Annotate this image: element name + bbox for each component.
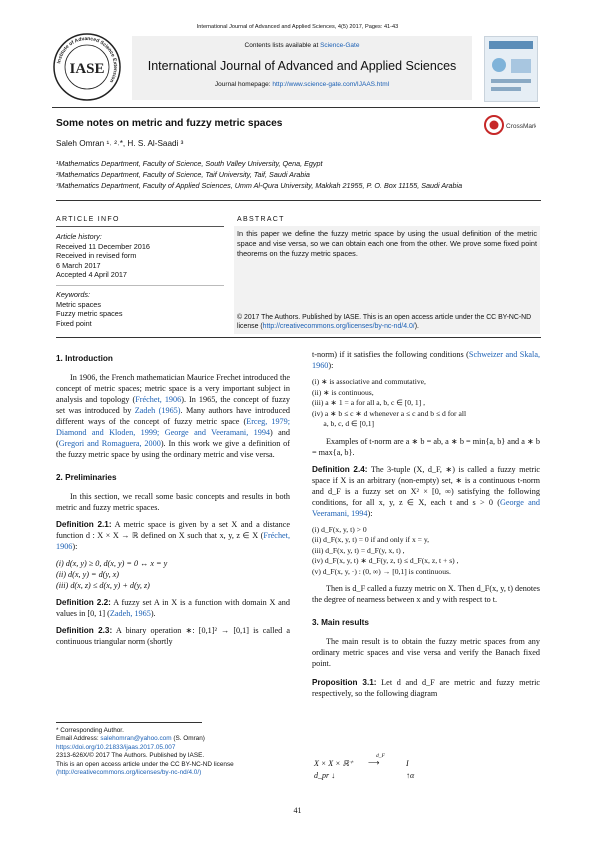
diagram-arrow: ⟶	[368, 758, 379, 767]
article-info-heading: ARTICLE INFO	[56, 216, 120, 223]
crossmark-label: CrossMark	[506, 123, 536, 130]
doi-link[interactable]: https://doi.org/10.21833/ijaas.2017.05.007	[56, 743, 176, 751]
list-item: (iii) a ∗ 1 = a for all a, b, c ∈ [0, 1] ,	[312, 398, 425, 407]
footnote: * Corresponding Author. Email Address: salehomran@yahoo.com (S. Omran) https://doi.org/10.21833/ijaas.2017.05.007 2313-626X/© 2017 The Authors. Published by IASE. This is an open access article under the CC BY-NC-ND license (http://creativecommons.org/licenses/by-nc-nd/4.0/)	[56, 727, 296, 777]
authors: Saleh Omran ¹˒ ²˒*, H. S. Al-Saadi ³	[56, 139, 184, 148]
commutative-diagram	[314, 753, 494, 783]
homepage-line: Journal homepage: http://www.science-gate.com/IJAAS.html	[214, 81, 390, 88]
affiliation: ²Mathematics Department, Faculty of Science, Taif University, Taif, Saudi Arabia	[56, 170, 310, 179]
list-item: (i) d(x, y) ≥ 0, d(x, y) = 0 ↔ x = y	[56, 559, 168, 568]
rule-bottom-abstract	[56, 337, 541, 338]
section-heading: 2. Preliminaries	[56, 473, 117, 482]
definition-2-2: Definition 2.2: A fuzzy set A in X is a function with domain X and values in [0, 1] (Zadeh, 1965).	[56, 598, 290, 618]
definition-2-4: Definition 2.4: The 3-tuple (X, d_F, ∗) is called a fuzzy metric space if X is an arbitrary (non-empty) set, ∗ is a continuous t-norm and d_F is a fuzzy set on X² × [0, ∞) satisfying the following conditions, for all x, y, z ∈ X, each t and s > 0 (George and Veeramani, 1994):	[312, 464, 540, 518]
list-item: (iv) d_F(x, y, t) ∗ d_F(y, z, t) ≤ d_F(x, z, t + s) ,	[312, 556, 459, 565]
citation-link[interactable]: Gregori and Romaguera, 2000	[58, 439, 161, 448]
definition-2-4-conditions	[312, 525, 540, 578]
diagram-left-map: d_pr ↓	[314, 771, 336, 780]
citation-link[interactable]: Zadeh (1965)	[134, 406, 181, 415]
list-item: (iii) d_F(x, y, t) = d_F(y, x, t) ,	[312, 545, 405, 555]
masthead-rule	[52, 107, 540, 108]
masthead-box	[132, 36, 472, 100]
email-link[interactable]: salehomran@yahoo.com	[100, 735, 172, 743]
list-item: (i) ∗ is associative and commutative,	[312, 377, 426, 386]
definition-2-4-remark: Then is d_F called a fuzzy metric on X. Then d_F(x, y, t) denotes the degree of nearness between x and y with respect to t.	[312, 584, 540, 604]
article-info-rule	[56, 226, 224, 227]
license-link[interactable]: http://creativecommons.org/licenses/by-nc-nd/4.0/	[262, 323, 415, 331]
definition-2-3: Definition 2.3: A binary operation ∗: [0,1]² → [0,1] is called a continuous triangular norm (shortly	[56, 626, 290, 646]
crossmark-badge[interactable]	[484, 113, 536, 137]
journal-logo	[52, 32, 122, 102]
logo-ring-text: Institute of Advanced Science Extension	[56, 35, 119, 84]
list-item: (ii) ∗ is continuous,	[312, 387, 374, 397]
tnorm-conditions	[312, 377, 540, 430]
diagram-codomain: I	[406, 759, 409, 768]
list-item: (iii) d(x, z) ≤ d(x, y) + d(y, z)	[56, 581, 150, 590]
section-heading: 1. Introduction	[56, 354, 113, 363]
diagram-right-map: ↑α	[406, 771, 415, 780]
citation-link[interactable]: Zadeh, 1965	[109, 609, 151, 618]
history-entry: 6 March 2017	[56, 260, 101, 270]
proposition-3-1: Proposition 3.1: Let d and d_F are metric and fuzzy metric respectively, so the following diagram	[312, 678, 540, 698]
keywords-rule	[56, 285, 224, 286]
definition-2-1: Definition 2.1: A metric space is given by a set X and a distance function d : X × X → ℝ defined on X such that x, y, z ∈ X (Fréchet, 1906):	[56, 520, 290, 551]
keyword: Metric spaces	[56, 299, 102, 309]
tnorm-intro: t-norm) if it satisfies the following conditions (Schweizer and Skala, 1960):	[312, 350, 540, 370]
list-item: (v) d_F(x, y, ·) : (0, ∞) → [0,1] is continuous.	[312, 566, 451, 576]
diagram-arrow-label: d_F	[376, 753, 385, 759]
section-heading: 3. Main results	[312, 618, 369, 627]
citation-link[interactable]: Erceg, 1979; Diamond and Kloden, 1999; George and Veeramani, 1994	[56, 417, 290, 437]
contents-line: Contents lists available at Science-Gate	[244, 42, 360, 49]
main-results-paragraph: The main result is to obtain the fuzzy metric spaces from any ordinary metric spaces and vise versa and verify the Banach fixed point.	[312, 637, 540, 668]
list-item: (i) d_F(x, y, t) > 0	[312, 524, 367, 534]
list-item: (iv) a ∗ b ≤ c ∗ d whenever a ≤ c and b ≤ d for all	[312, 408, 467, 418]
affiliations	[56, 158, 541, 191]
journal-title: International Journal of Advanced and Applied Sciences	[147, 59, 457, 73]
left-column	[56, 345, 290, 653]
history-entry: Received in revised form	[56, 251, 137, 261]
list-item: (ii) d_F(x, y, t) = 0 if and only if x = y,	[312, 535, 430, 544]
footnote-rule	[56, 722, 202, 723]
citation-link[interactable]: Schweizer and Skala, 1960	[312, 350, 540, 370]
definition-2-1-conditions	[56, 558, 290, 591]
license-link[interactable]: (http://creativecommons.org/licenses/by-nc-nd/4.0/)	[56, 769, 202, 777]
list-item: (ii) d(x, y) = d(y, x)	[56, 570, 120, 579]
keyword: Fixed point	[56, 318, 92, 328]
running-head: International Journal of Advanced and Applied Sciences, 4(5) 2017, Pages: 41-43	[196, 24, 399, 30]
rule-top-info	[56, 200, 541, 201]
abstract-heading: ABSTRACT	[237, 216, 285, 223]
tnorm-examples: Examples of t-norm are a ∗ b = ab, a ∗ b = min{a, b} and a ∗ b = max{a, b}.	[312, 436, 540, 457]
abstract-license: © 2017 The Authors. Published by IASE. This is an open access article under the CC BY-NC-ND license (http://creativecommons.org/licenses/by-nc-nd/4.0/).	[237, 314, 532, 331]
logo-text: IASE	[69, 61, 105, 77]
citation-link[interactable]: Fréchet, 1906	[135, 395, 182, 404]
keyword: Fuzzy metric spaces	[56, 309, 123, 319]
science-gate-link[interactable]: Science-Gate	[320, 42, 360, 49]
article-history: Article history: Received 11 December 2016 Received in revised form 6 March 2017 Accepted 4 April 2017	[56, 232, 226, 280]
citation-link[interactable]: George and Veeramani, 1994	[312, 497, 540, 518]
journal-cover-thumbnail	[484, 36, 538, 102]
page-number: 41	[293, 806, 302, 815]
homepage-link[interactable]: http://www.science-gate.com/IJAAS.html	[272, 81, 390, 88]
keywords: Keywords: Metric spaces Fuzzy metric spaces Fixed point	[56, 290, 226, 328]
intro-paragraph: In 1906, the French mathematician Maurice Frechet introduced the concept of metric spaces; metric space is a very important subject in analysis and topology (Fréchet, 1906). In 1965, the concept of fuzzy set was introduced by Zadeh (1965). Many authors have introduced different ways of the concept of fuzzy metric space (Erceg, 1979; Diamond and Kloden, 1999; George and Veeramani, 1994) and (Gregori and Romaguera, 2000). In this work we give a definition of the fuzzy metric space by using the ordinary metric and vise versa.	[56, 373, 290, 459]
abstract-text: In this paper we define the fuzzy metric space by using the usual definition of the metric space and vise versa, so we can obtain each one from the other. We prove some fixed point theorems on the fuzzy metric spaces.	[237, 229, 537, 258]
history-entry: Accepted 4 April 2017	[56, 270, 127, 280]
affiliation: ¹Mathematics Department, Faculty of Science, South Valley University, Qena, Egypt	[56, 159, 323, 168]
prelim-paragraph: In this section, we recall some basic concepts and results in both metric and fuzzy metric spaces.	[56, 492, 290, 512]
diagram-domain: X × X × ℝ⁺	[314, 759, 354, 768]
article-title: Some notes on metric and fuzzy metric spaces	[56, 118, 283, 129]
right-column	[312, 345, 540, 705]
history-entry: Received 11 December 2016	[56, 241, 150, 251]
affiliation: ³Mathematics Department, Faculty of Applied Sciences, Umm Al-Qura University, Makkah 21955, P. O. Box 11155, Saudi Arabia	[56, 181, 463, 190]
list-item: a, b, c, d ∈ [0,1]	[312, 419, 375, 428]
citation-link[interactable]: Fréchet, 1906	[56, 531, 290, 551]
